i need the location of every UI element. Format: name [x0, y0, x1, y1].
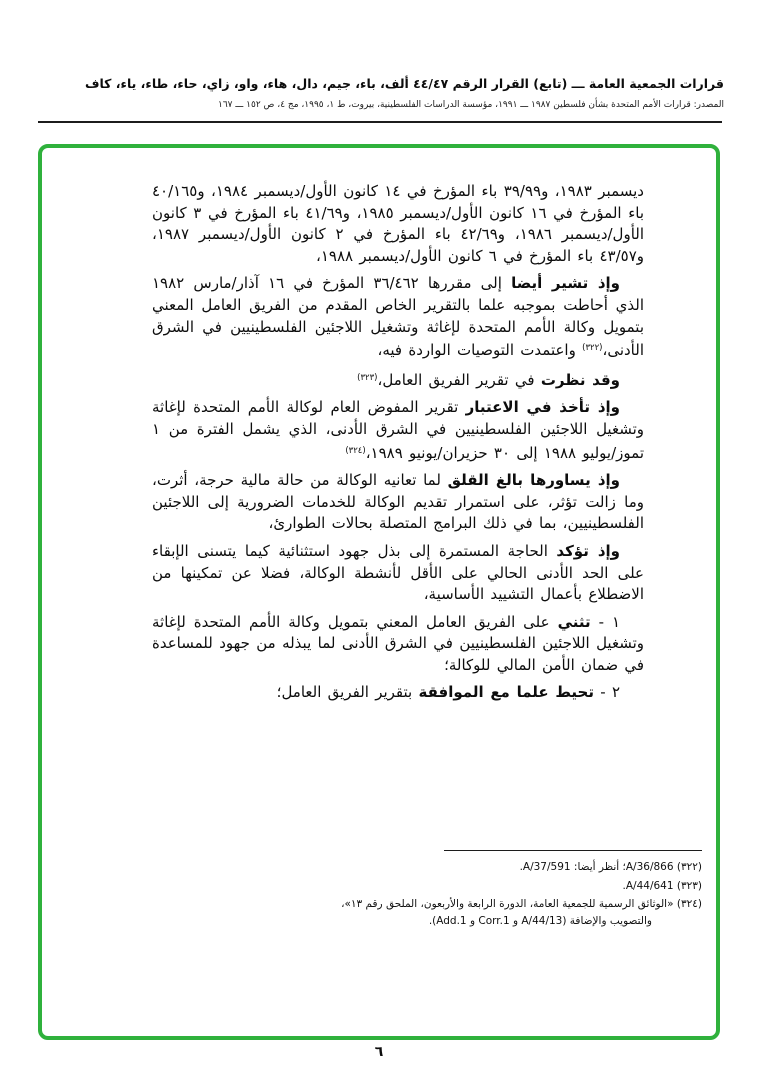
operative-paragraph-2: [152, 682, 644, 704]
footnotes-section: [300, 850, 702, 931]
item-number: ٢ -: [593, 683, 620, 702]
bold-lead: وإذ تأخذ في الاعتبار: [465, 398, 621, 417]
paragraph-text: الحاجة المستمرة إلى بذل جهود استثنائية كيما يتسنى الإبقاء على الحد الأدنى الحالي على الأقل لأنشطة الوكالة، فضلا عن تمكينها من الاضطلاع بأعمال التشييد الأساسية،: [152, 541, 644, 604]
bold-lead: وإذ يساورها بالغ القلق: [447, 471, 620, 490]
footnote-324: (٣٢٤) «الوثائق الرسمية للجمعية العامة، الدورة الرابعة والأربعون، الملحق رقم ١٣»، والتصويب والإضافة (A/44/13 و Corr.1 و Add.1).: [341, 898, 702, 927]
paragraph-text: تقرير المفوض العام لوكالة الأمم المتحدة لإغاثة وتشغيل اللاجئين الفلسطينيين في الشرق الأدنى، الذي يشمل الفترة من ١ تموز/يوليو ١٩٨٨ إلى ٣٠ حزيران/يونيو ١٩٨٩،: [152, 398, 644, 462]
bold-lead: وإذ تشير أيضا: [511, 274, 621, 293]
paragraph-text: في تقرير الفريق العامل،: [377, 370, 541, 389]
green-border-box: [38, 144, 720, 1040]
footnote-marker-322: (٣٢٢): [582, 343, 603, 354]
footnote-marker-323: (٣٢٣): [357, 372, 378, 383]
operative-paragraph-1: [152, 612, 644, 677]
item-number: ١ -: [590, 612, 621, 631]
paragraph-text: لما تعانيه الوكالة من حالة مالية حرجة، أثرت، وما زالت تؤثر، على استمرار تقديم الوكالة للخدمات الضرورية إلى اللاجئين الفلسطينيين، بما في ذلك البرامج المتصلة بحالات الطوارئ،: [152, 471, 644, 533]
header-title: قرارات الجمعية العامة ـــ (تابع) القرار الرقم ٤٤/٤٧ ألف، باء، جيم، دال، هاء، واو، زاي، حاء، طاء، ياء، كاف: [84, 76, 724, 91]
paragraph-resolutions-list: [152, 181, 644, 267]
paragraph-recalling-decision: [152, 273, 644, 361]
paragraph-having-considered: [152, 368, 644, 392]
paragraph-text: بتقرير الفريق العامل؛: [276, 683, 419, 702]
footnote-322: (٣٢٢) A/36/866؛ أنظر أيضا: A/37/591.: [519, 861, 702, 873]
header-divider: [38, 121, 722, 123]
paragraph-text: ديسمبر ١٩٨٣، و٣٩/٩٩ باء المؤرخ في ١٤ كانون الأول/ديسمبر ١٩٨٤، و٤٠/١٦٥ باء المؤرخ في ١٦ كانون الأول/ديسمبر ١٩٨٥، و٤١/٦٩ باء المؤرخ في ٣ كانون الأول/ديسمبر ١٩٨٦، و٤٢/٦٩ باء المؤرخ في ٢ كانون الأول/ديسمبر ١٩٨٧، و٤٣/٥٧ باء المؤرخ في ٦ كانون الأول/ديسمبر ١٩٨٨،: [152, 182, 644, 265]
bold-lead: تحيط علما مع الموافقة: [418, 683, 594, 702]
bold-lead: وقد نظرت: [540, 370, 620, 389]
footnote-323: (٣٢٣) A/44/641.: [622, 879, 702, 892]
page-number: ٦: [374, 1044, 384, 1060]
footnote-marker-324: (٣٢٤): [345, 445, 366, 456]
paragraph-text: واعتمدت التوصيات الواردة فيه،: [377, 341, 583, 360]
bold-lead: وإذ تؤكد: [556, 541, 621, 560]
paragraph-emphasizing-need: [152, 541, 644, 606]
bold-lead: تثني: [557, 612, 591, 631]
footnote-divider: [444, 850, 702, 851]
paragraph-taking-into-account: [152, 397, 644, 464]
paragraph-text: إلى مقررها ٣٦/٤٦٢ المؤرخ في ١٦ آذار/مارس ١٩٨٢ الذي أحاطت بموجبه علما بالتقرير الخاص المقدم من الفريق العامل المعني بتمويل وكالة الأمم المتحدة لإغاثة وتشغيل اللاجئين الفلسطينيين في الشرق الأدنى،: [152, 274, 644, 360]
body-text-column: [152, 181, 644, 710]
header-source-line: المصدر: قرارات الأمم المتحدة بشأن فلسطين ١٩٨٧ ـــ ١٩٩١، مؤسسة الدراسات الفلسطينية، بيروت، ط ١، ١٩٩٥، مج ٤، ص ١٥٢ ـــ ١٦٧: [218, 100, 724, 110]
paragraph-text: على الفريق العامل المعني بتمويل وكالة الأمم المتحدة لإغاثة وتشغيل اللاجئين الفلسطينيين في الشرق الأدنى لما يبذله من جهود للمساعدة في ضمان الأمن المالي للوكالة؛: [152, 612, 644, 674]
paragraph-deeply-concerned: [152, 470, 644, 535]
